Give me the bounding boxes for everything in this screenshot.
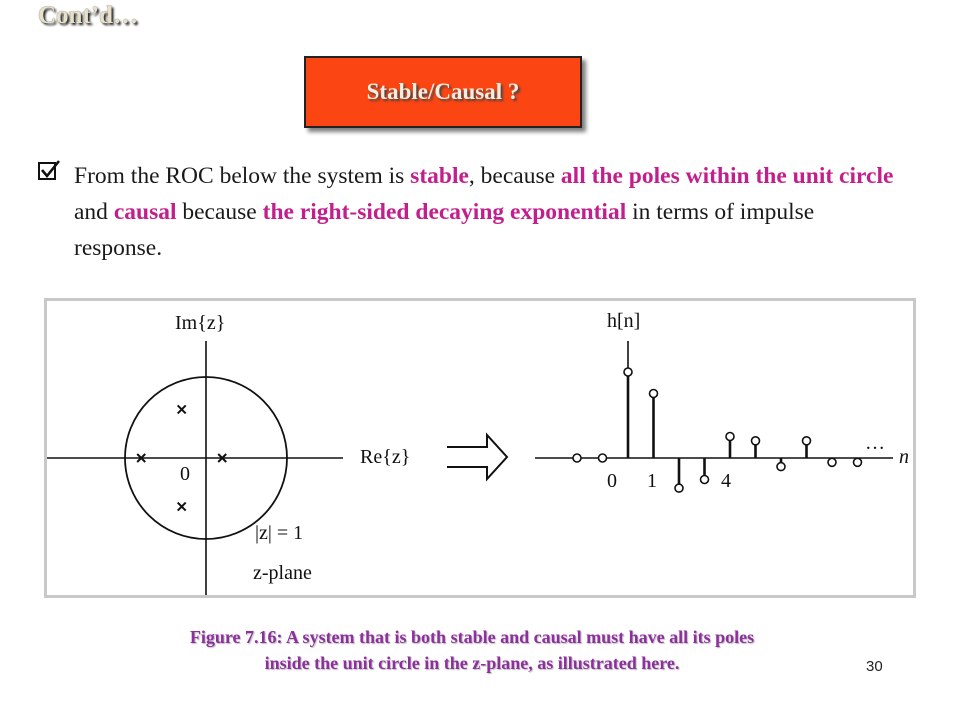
impulse-stem [777,458,785,471]
impulse-response-plot [535,310,909,492]
impulse-stem [803,437,811,458]
tick-label-4: 4 [721,470,731,492]
impulse-stem [599,454,607,462]
bullet-text-segment: because [176,199,263,225]
highlighted-term: causal [113,199,177,225]
impulse-stem [726,433,734,459]
bullet-point [38,158,908,266]
impulse-stem [650,390,658,459]
impulse-stem [675,458,683,492]
impulse-stem [701,458,709,484]
bullet-text-segment: in terms of impulse response. [74,199,815,261]
continuation-ellipsis: … [865,432,885,454]
stable-causal-badge [304,56,582,128]
impulse-stem [624,368,632,458]
caption-line-2: inside the unit circle in the z-plane, as illustrated here. [264,653,680,673]
h-axis-label: h[n] [607,310,641,332]
implies-arrow-icon [447,435,507,479]
figure-panel [44,298,916,598]
highlighted-term: stable [410,163,469,189]
im-axis-label: Im{z} [175,312,226,334]
z-plane-diagram [47,312,410,595]
n-axis-label: n [899,446,909,468]
page-number: 30 [866,658,883,675]
highlighted-term: the right-sided decaying exponential [262,199,627,225]
impulse-stem [828,458,836,466]
re-axis-label: Re{z} [360,446,411,468]
impulse-stem [573,454,581,462]
tick-label-1: 1 [647,470,657,492]
origin-label: 0 [180,463,190,485]
checkbox-bullet-icon [38,162,56,180]
pole-marker [178,503,186,511]
figure-svg [47,301,913,595]
bullet-text [74,158,908,266]
bullet-text-segment: , because [468,163,561,189]
highlighted-term: all the poles within the unit circle [560,163,894,189]
caption-line-1: Figure 7.16: A system that is both stable and causal must have all its poles [189,627,755,647]
slide-title: Cont’d… [38,2,139,29]
badge-label: Stable/Causal ? [366,79,520,104]
z-plane-label: z-plane [253,562,312,584]
figure-caption [0,624,944,676]
bullet-text-segment: From the ROC below the system is [74,163,411,189]
pole-marker [178,405,186,413]
impulse-stem [854,458,862,466]
impulse-stem [752,437,760,458]
unit-circle-label: |z| = 1 [255,522,304,544]
tick-label-0: 0 [607,470,617,492]
bullet-text-segment: and [74,199,114,225]
